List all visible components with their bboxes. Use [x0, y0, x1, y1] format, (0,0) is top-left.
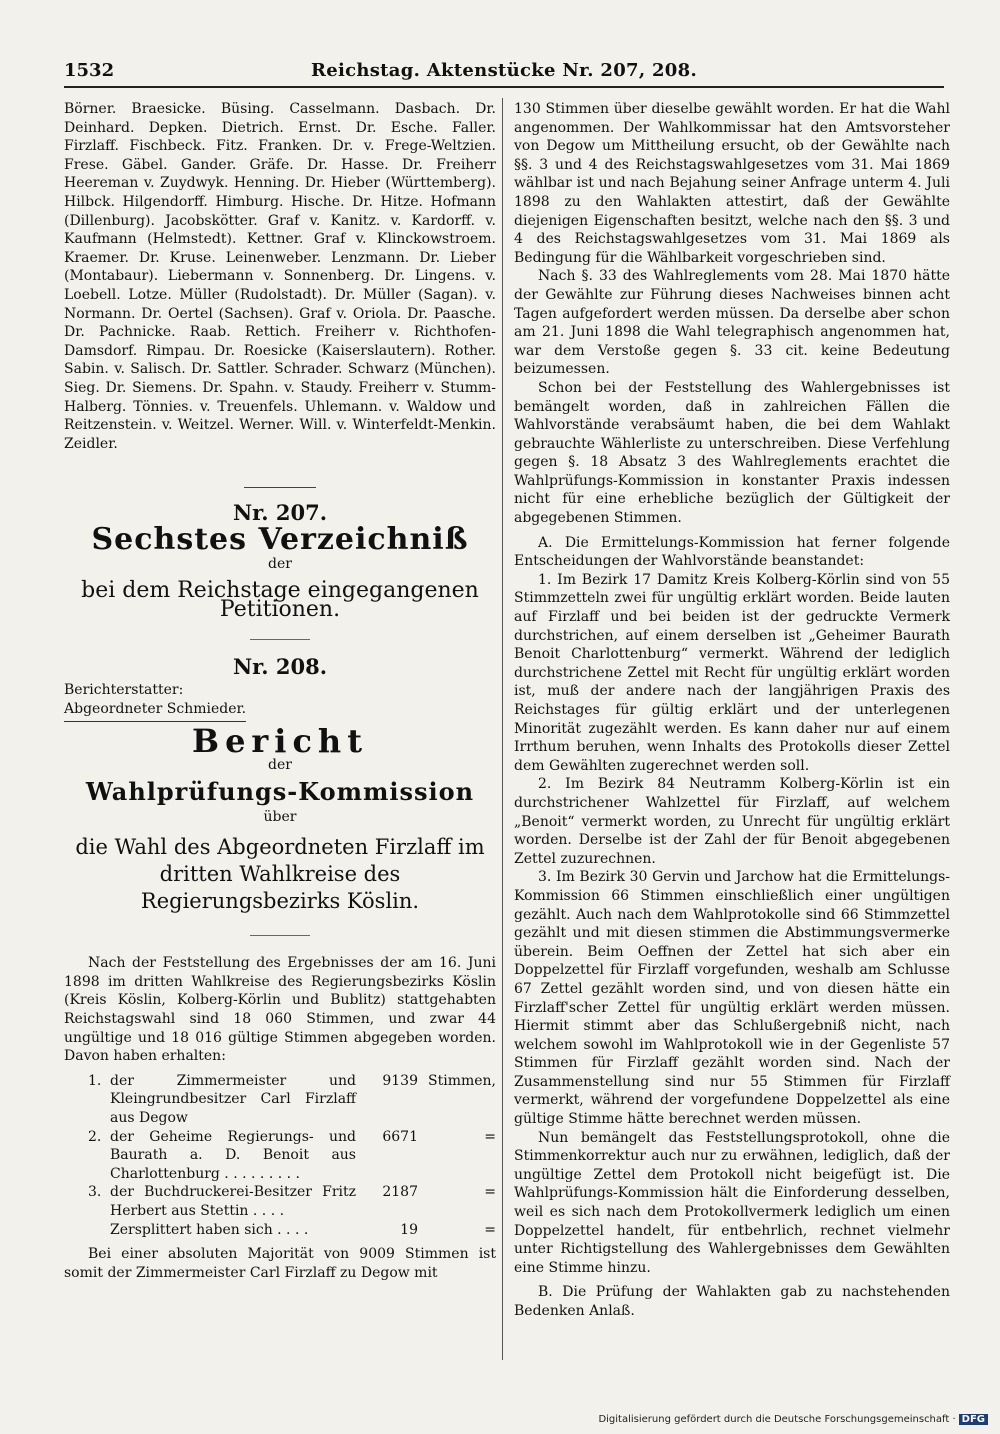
document-number-207: Nr. 207. [232, 500, 328, 526]
document-title-207: Sechstes Verzeichniß [91, 521, 469, 557]
reporter-block [64, 681, 496, 722]
credit-text: Digitalisierung gefördert durch die Deutsche Forschungsgemeinschaft · [598, 1414, 956, 1425]
closing-paragraph: Bei einer absoluten Majorität von 9009 Stimmen ist somit der Zimmermeister Carl Firzlaff zu Degow mit [64, 1246, 496, 1281]
paragraph: Schon bei der Feststellung des Wahlergebnisses ist bemängelt worden, daß in zahlreichen Fällen die Wahlvorstände verabsäumt haben, die bei dem Wahlakt gebrauchte Wählerliste zu unterschreiben. Diese Verfehlung gegen §. 18 Absatz 3 des Wahlreglements erachtet die Wahlprüfungs-Kommission in konstanter Praxis indessen nicht für eine erhebliche bezüglich der Gültigkeit der abgegebenen Stimmen. [514, 379, 950, 527]
section-rule [250, 639, 310, 640]
section-rule [250, 935, 310, 936]
document-subtitle-207: bei dem Reichstage eingegangenen Petitionen. [81, 578, 479, 622]
paragraph: 2. Im Bezirk 84 Neutramm Kolberg-Körlin ist ein durchstrichener Wahlzettel für Firzlaff, auf welchem „Benoit“ vermerkt worden, zu Unrecht für ungültig erklärt worden. Derselbe ist der Zahl der für Benoit abgegebenen Zettel zuzurechnen. [514, 776, 950, 867]
paragraph: A. Die Ermittelungs-Kommission hat ferner folgende Entscheidungen der Wahlvorstände beanstandet: [514, 534, 950, 570]
section-rule [244, 487, 316, 488]
dfg-logo-icon: DFG [959, 1414, 988, 1425]
election-title: die Wahl des Abgeordneten Firzlaff im dritten Wahlkreise des Regierungsbezirks Köslin. [75, 835, 485, 914]
page-header [64, 60, 944, 88]
connector-der: der [268, 757, 292, 774]
paragraph: 1. Im Bezirk 17 Damitz Kreis Kolberg-Körlin sind von 55 Stimmzetteln zwei für ungültig erklärt worden. Beide lauten auf Firzlaff und bei beiden ist der gedruckte Vermerk durchstrichen, auf einem derselben ist „Geheimer Baurath Benoit Charlottenburg“ vermerkt. Während der lediglich durchstrichene Zettel mit Recht für ungültig erklärt worden ist, muß der andere nach der langjährigen Praxis des Reichstages für gültig erklärt und der unterlegenen Minorität zugezählt werden. Es kann daher nur auf einem Irrthum beruhen, wenn Inhalts des Protokolls dieser Zettel dem Gewählten zugerechnet werden soll. [514, 571, 950, 774]
paragraph: 3. Im Bezirk 30 Gervin und Jarchow hat die Ermittelungs-Kommission 66 Stimmen einschließlich einer ungültigen gezählt. Auch nach dem Wahlprotokolle sind 66 Stimmzettel gezählt und mit diesen stimmen die Abstimmungsvermerke überein. Beim Oeffnen der Zettel hat sich aber ein Doppelzettel für Firzlaff vorgefunden, weshalb am Schlusse 67 Zettel gezählt worden sind, und von diesen hätte ein Firzlaff'scher Zettel für ungültig erklärt werden müssen. Hiermit stimmt aber das Schlußergebniß nicht, nach welchem sowohl im Wahlprotokoll wie in der Gegenliste 57 Stimmen für Firzlaff gezählt worden sind. Nach der Zusammenstellung sind nur 55 Stimmen für Firzlaff vermerkt, während der vorgefundene Doppelzettel als eine gültige Stimme hätte berechnet werden müssen. [514, 869, 950, 1128]
connector-der: der [268, 556, 292, 573]
paragraph: B. Die Prüfung der Wahlakten gab zu nachstehenden Bedenken Anlaß. [514, 1284, 950, 1319]
member-names-list: Börner. Braesicke. Büsing. Casselmann. Dasbach. Dr. Deinhard. Depken. Dietrich. Ernst. Dr. Esche. Faller. Firzlaff. Fischbeck. Fitz. Franken. Dr. v. Frege-Weltzien. Frese. Gäbel. Gander. Gräfe. Dr. Hasse. Dr. Freiherr Heereman v. Zuydwyk. Henning. Dr. Hieber (Württemberg). Hilbck. Hilgendorff. Himburg. Hische. Dr. Hitze. Hofmann (Dillenburg). Jacobskötter. Graf v. Kanitz. v. Kardorff. v. Kaufmann (Helmstedt). Kettner. Graf v. Klinckowstroem. Kraemer. Dr. Kruse. Leinenweber. Lenzmann. Dr. Lieber (Montabaur). Liebermann v. Sonnenberg. Dr. Lingens. v. Loebell. Lotze. Müller (Rudolstadt). Dr. Müller (Sagan). v. Normann. Dr. Oertel (Sachsen). Graf v. Oriola. Dr. Paasche. Dr. Pachnicke. Raab. Rettich. Freiherr v. Richthofen-Damsdorf. Rimpau. Dr. Roesicke (Kaiserslautern). Rother. Sabin. v. Salisch. Dr. Sattler. Schrader. Schwarz (München). Sieg. Dr. Siemens. Dr. Spahn. v. Staudy. Freiherr v. Stumm-Halberg. Tönnies. v. Treuenfels. Uhlemann. v. Waldow und Reitzenstein. v. Weitzel. Werner. Will. v. Winterfeldt-Menkin. Zeidler. [64, 101, 496, 452]
result-row: Zersplittert haben sich . . . . 19 = [110, 1221, 496, 1238]
column-divider [502, 98, 503, 1360]
reporter-name: Abgeordneter Schmieder. [64, 700, 246, 722]
result-row: 1. der Zimmermeister und Kleingrundbesitzer Carl Firzlaff aus Degow 9139 Stimmen, [88, 1072, 496, 1126]
paragraph: 130 Stimmen über dieselbe gewählt worden. Er hat die Wahl angenommen. Der Wahlkommissar hat den Amtsvorsteher von Degow um Mittheilung ersucht, ob der Gewählte nach §§. 3 und 4 des Reichstagswahlgesetzes vom 31. Mai 1869 wählbar ist und nach Bejahung seiner Anfrage unterm 4. Juli 1898 zu den Wahlakten attestirt, daß der Gewählte diejenigen Eigenschaften besitzt, welche nach den §§. 3 und 4 des Reichstagswahlgesetzes vom 31. Mai 1869 als Bedingung für die Wählbarkeit vorgeschrieben sind. [514, 101, 950, 266]
digitization-credit [598, 1414, 988, 1425]
page-number: 1532 [64, 60, 115, 81]
result-row: 2. der Geheime Regierungs- und Baurath a. D. Benoit aus Charlottenburg . . . . . . . . . 6671 = [88, 1128, 496, 1182]
commission-title: Wahlprüfungs-Kommission [85, 777, 475, 807]
report-title: Bericht [192, 721, 368, 760]
connector-ueber: über [263, 808, 297, 825]
results-list [88, 1072, 496, 1239]
paragraph: Nun bemängelt das Feststellungsprotokoll, ohne die Stimmenkorrektur auch nur zu erwähnen, lediglich, daß der ungültige Zettel dem Protokoll nicht beigefügt ist. Die Wahlprüfungs-Kommission hält die Einforderung desselben, weil es sich nach dem Protokollvermerk lediglich um einen Doppelzettel handelt, für entbehrlich, rechnet vielmehr unter Richtigstellung des Wahlergebnisses dem Gewählten eine Stimme hinzu. [514, 1129, 950, 1276]
paragraph: Nach §. 33 des Wahlreglements vom 28. Mai 1870 hätte der Gewählte zur Führung dieses Nachweises binnen acht Tagen aufgefordert werden müssen. Da derselbe aber schon am 21. Juni 1898 die Wahl telegraphisch angenommen hat, war dem Verstoße gegen §. 33 cit. keine Bedeutung beizumessen. [514, 268, 950, 378]
left-column [64, 100, 496, 1282]
intro-paragraph: Nach der Feststellung des Ergebnisses der am 16. Juni 1898 im dritten Wahlkreise des Regierungsbezirks Köslin (Kreis Köslin, Kolberg-Körlin und Bublitz) stattgehabten Reichstagswahl sind 18 060 Stimmen, und zwar 44 ungültige und 18 016 gültige Stimmen abgegeben worden. Davon haben erhalten: [64, 955, 496, 1065]
document-number-208: Nr. 208. [232, 654, 328, 680]
right-column [514, 100, 950, 1321]
running-title: Reichstag. Aktenstücke Nr. 207, 208. [310, 60, 698, 81]
reporter-label: Berichterstatter: [64, 681, 184, 698]
result-row: 3. der Buchdruckerei-Besitzer Fritz Herbert aus Stettin . . . . 2187 = [88, 1184, 496, 1219]
